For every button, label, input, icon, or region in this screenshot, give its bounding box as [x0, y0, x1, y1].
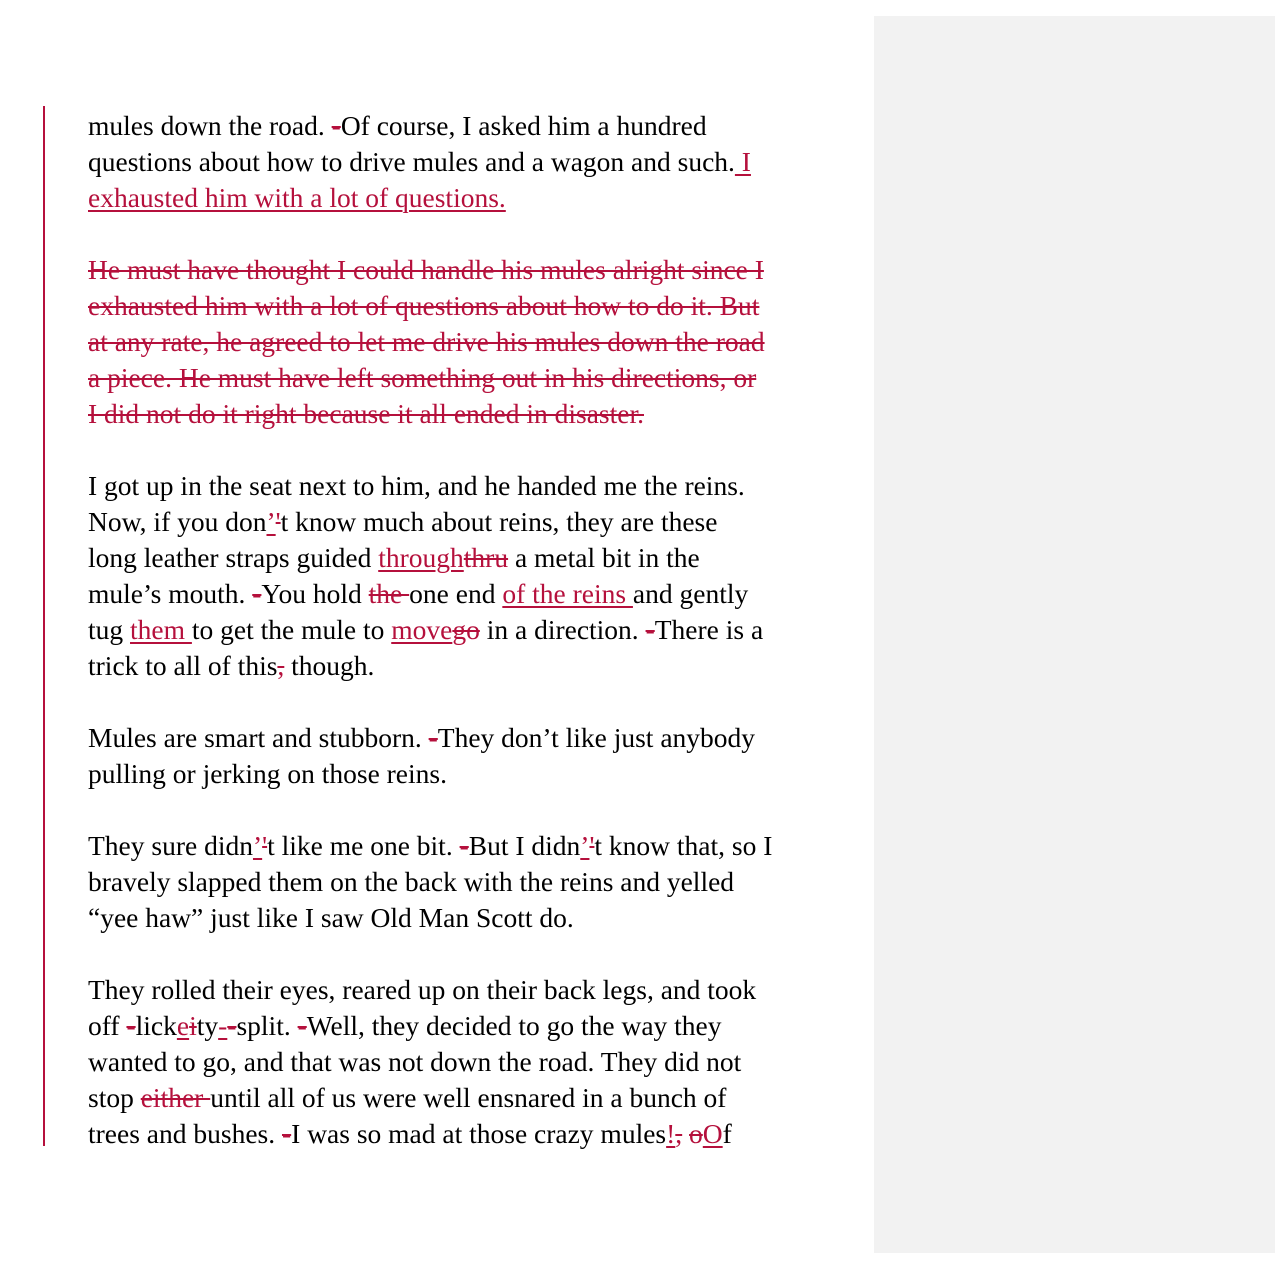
text-run: Of course, I asked him a hundred — [340, 110, 707, 141]
deleted-text: - — [331, 110, 341, 141]
text-line — [88, 828, 868, 864]
text-run: one end — [409, 578, 503, 609]
text-run: tug — [88, 614, 131, 645]
text-run: Well, they decided to go the way they — [306, 1010, 722, 1041]
text-run: f — [722, 1118, 732, 1149]
inserted-text: ’ — [580, 830, 590, 861]
text-line — [88, 288, 868, 324]
deleted-text: ' — [589, 830, 595, 861]
text-run: Now, if you don — [88, 506, 267, 537]
text-run: You hold — [261, 578, 369, 609]
deleted-text: the — [368, 578, 410, 609]
deleted-text: exhausted him with a lot of questions about how to do it. But — [88, 290, 760, 321]
text-run: a metal bit in the — [508, 542, 700, 573]
text-run: They don’t like just anybody — [437, 722, 756, 753]
inserted-text: exhausted him with a lot of questions. — [88, 182, 506, 213]
document-body[interactable] — [88, 108, 868, 1188]
deleted-text: thru — [463, 542, 509, 573]
text-line — [88, 324, 868, 360]
markup-pane — [874, 16, 1275, 1253]
deleted-text: - — [459, 830, 469, 861]
text-run: off — [88, 1010, 127, 1041]
text-run: pulling or jerking on those reins. — [88, 758, 447, 789]
text-line — [88, 1044, 868, 1080]
text-run: bravely slapped them on the back with the reins and yelled — [88, 866, 735, 897]
text-run: stop — [88, 1082, 141, 1113]
paragraph — [88, 108, 868, 216]
text-run: t like me one bit. — [267, 830, 460, 861]
text-run: lick — [135, 1010, 177, 1041]
deleted-text: , — [277, 650, 285, 681]
text-line — [88, 108, 868, 144]
text-line — [88, 612, 868, 648]
inserted-text: - — [218, 1010, 228, 1041]
deleted-text: - — [645, 614, 655, 645]
text-run: But I didn — [468, 830, 581, 861]
text-line — [88, 648, 868, 684]
deleted-text: - — [252, 578, 262, 609]
text-line — [88, 360, 868, 396]
deleted-text: , — [675, 1118, 683, 1149]
deleted-text: ' — [262, 830, 268, 861]
text-run: They rolled their eyes, reared up on their back legs, and took — [88, 974, 757, 1005]
text-run: questions about how to drive mules and a wagon and such. — [88, 146, 735, 177]
deleted-text: He must have thought I could handle his mules alright since I — [88, 254, 764, 285]
text-run: trick to all of this — [88, 650, 278, 681]
text-line — [88, 468, 868, 504]
deleted-text: at any rate, he agreed to let me drive his mules down the road — [88, 326, 765, 357]
text-run: I was so mad at those crazy mules — [291, 1118, 667, 1149]
deleted-text: either — [140, 1082, 211, 1113]
text-line — [88, 756, 868, 792]
text-run: long leather straps guided — [88, 542, 379, 573]
text-run: “yee haw” just like I saw Old Man Scott do. — [88, 902, 574, 933]
inserted-text: them — [130, 614, 192, 645]
text-line — [88, 396, 868, 432]
deleted-text: - — [126, 1010, 136, 1041]
inserted-text: of the reins — [502, 578, 633, 609]
text-line — [88, 864, 868, 900]
text-run: split. — [236, 1010, 298, 1041]
text-run: They sure didn — [88, 830, 253, 861]
text-run: Mules are smart and stubborn. — [88, 722, 429, 753]
text-run: though. — [284, 650, 375, 681]
text-run: until all of us were well ensnared in a bunch of — [210, 1082, 727, 1113]
deleted-text: a piece. He must have left something out in his directions, or — [88, 362, 757, 393]
text-run: t know that, so I — [594, 830, 773, 861]
text-line — [88, 720, 868, 756]
text-line — [88, 1116, 868, 1152]
inserted-text: ’ — [266, 506, 276, 537]
paragraph — [88, 720, 868, 792]
text-run: mules down the road. — [88, 110, 332, 141]
text-run: There is a — [654, 614, 764, 645]
text-line — [88, 504, 868, 540]
deleted-text: i — [189, 1010, 197, 1041]
paragraph — [88, 828, 868, 936]
inserted-text: ! — [666, 1118, 676, 1149]
paragraph — [88, 252, 868, 432]
inserted-text: through — [378, 542, 464, 573]
text-run: in a direction. — [479, 614, 646, 645]
text-line — [88, 144, 868, 180]
text-line — [88, 252, 868, 288]
text-run: and gently — [632, 578, 749, 609]
paragraph — [88, 972, 868, 1152]
text-run: trees and bushes. — [88, 1118, 282, 1149]
inserted-text: e — [176, 1010, 190, 1041]
text-line — [88, 900, 868, 936]
text-line — [88, 576, 868, 612]
inserted-text: O — [702, 1118, 723, 1149]
inserted-text: move — [391, 614, 453, 645]
deleted-text: - — [428, 722, 438, 753]
text-line — [88, 1008, 868, 1044]
text-line — [88, 1080, 868, 1116]
deleted-text: I did not do it right because it all ended in disaster. — [88, 398, 644, 429]
deleted-text: - — [281, 1118, 292, 1149]
inserted-text: I — [734, 146, 751, 177]
deleted-text: go — [452, 614, 480, 645]
text-line — [88, 180, 868, 216]
deleted-text: - — [297, 1010, 307, 1041]
text-run: wanted to go, and that was not down the road. They did not — [88, 1046, 742, 1077]
deleted-text: o — [689, 1118, 703, 1149]
text-line — [88, 540, 868, 576]
text-line — [88, 972, 868, 1008]
change-bar — [43, 106, 45, 1146]
deleted-text: ' — [275, 506, 281, 537]
text-run: mule’s mouth. — [88, 578, 253, 609]
paragraph — [88, 468, 868, 684]
text-run: ty — [196, 1010, 219, 1041]
deleted-text: - — [227, 1010, 237, 1041]
inserted-text: ’ — [252, 830, 263, 861]
text-run: I got up in the seat next to him, and he handed me the reins. — [88, 470, 745, 501]
text-run: to get the mule to — [191, 614, 392, 645]
text-run: t know much about reins, they are these — [280, 506, 718, 537]
